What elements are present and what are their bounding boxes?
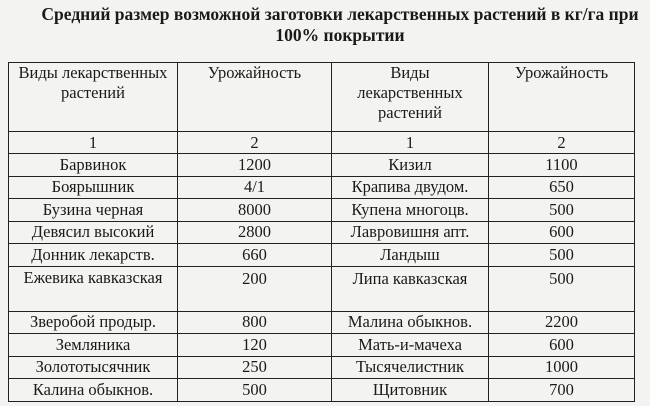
- yield-value: 4/1: [178, 176, 332, 199]
- table-row: [9, 266, 635, 311]
- yield-value: 120: [178, 334, 332, 357]
- table-row: [9, 221, 635, 244]
- table-row: [9, 244, 635, 267]
- plant-name: Тысячелистник: [332, 356, 489, 379]
- yield-value: 600: [489, 221, 635, 244]
- column-header: Виды лекарственных растений: [9, 63, 178, 132]
- plant-name: Купена многоцв.: [332, 199, 489, 222]
- yield-value: 500: [178, 379, 332, 402]
- plant-name: Липа кавказская: [332, 266, 489, 311]
- column-header: Урожайность: [178, 63, 332, 132]
- column-header: Виды лекарственных растений: [332, 63, 489, 132]
- plant-name: Ландыш: [332, 244, 489, 267]
- table-row: [9, 199, 635, 222]
- yield-value: 800: [178, 311, 332, 334]
- plant-name: Золототысячник: [9, 356, 178, 379]
- yield-value: 600: [489, 334, 635, 357]
- yield-value: 200: [178, 266, 332, 311]
- column-number: 1: [9, 132, 178, 154]
- plant-name: Барвинок: [9, 154, 178, 177]
- table-row: [9, 311, 635, 334]
- plant-name: Зверобой продыр.: [9, 311, 178, 334]
- plant-name: Донник лекарств.: [9, 244, 178, 267]
- yield-value: 500: [489, 199, 635, 222]
- yield-value: 500: [489, 244, 635, 267]
- plant-name: Ежевика кавказская: [9, 266, 178, 311]
- table-row: [9, 154, 635, 177]
- plant-name: Калина обыкнов.: [9, 379, 178, 402]
- yield-value: 1100: [489, 154, 635, 177]
- plant-name: Бузина черная: [9, 199, 178, 222]
- table-row: [9, 334, 635, 357]
- yield-value: 8000: [178, 199, 332, 222]
- plant-name: Кизил: [332, 154, 489, 177]
- column-header: Урожайность: [489, 63, 635, 132]
- plant-name: Боярышник: [9, 176, 178, 199]
- yield-value: 660: [178, 244, 332, 267]
- plant-name: Щитовник: [332, 379, 489, 402]
- column-number: 1: [332, 132, 489, 154]
- plant-name: Девясил высокий: [9, 221, 178, 244]
- yield-value: 250: [178, 356, 332, 379]
- table-row: [9, 356, 635, 379]
- yield-value: 500: [489, 266, 635, 311]
- yield-table: [8, 62, 635, 402]
- header-row: [9, 63, 635, 132]
- yield-value: 650: [489, 176, 635, 199]
- plant-name: Малина обыкнов.: [332, 311, 489, 334]
- plant-name: Мать-и-мачеха: [332, 334, 489, 357]
- table-row: [9, 176, 635, 199]
- plant-name: Лавровишня апт.: [332, 221, 489, 244]
- plant-name: Крапива двудом.: [332, 176, 489, 199]
- plant-name: Земляника: [9, 334, 178, 357]
- column-number: 2: [178, 132, 332, 154]
- yield-value: 2800: [178, 221, 332, 244]
- document-title: Средний размер возможной заготовки лекарственных растений в кг/га при 100% покрытии: [41, 4, 639, 45]
- yield-value: 1000: [489, 356, 635, 379]
- yield-value: 700: [489, 379, 635, 402]
- column-number-row: [9, 132, 635, 154]
- yield-value: 2200: [489, 311, 635, 334]
- yield-value: 1200: [178, 154, 332, 177]
- column-number: 2: [489, 132, 635, 154]
- table-row: [9, 379, 635, 402]
